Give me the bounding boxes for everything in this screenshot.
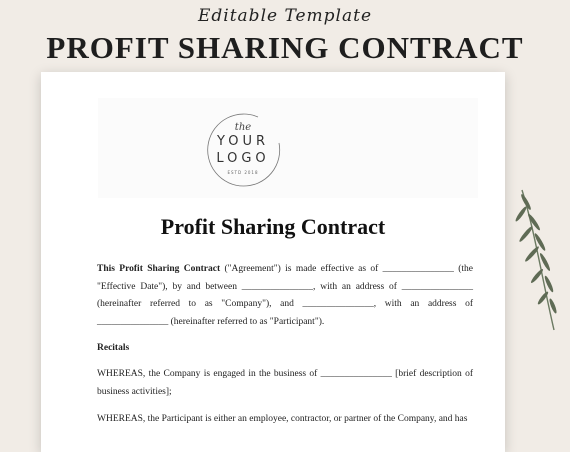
logo-your-text: YOUR: [216, 134, 269, 149]
whereas-paragraph-2: WHEREAS, the Participant is either an employee, contractor, or partner of the Company, and has: [97, 414, 468, 424]
logo-placeholder: [203, 109, 283, 189]
logo-logo-text: LOGO: [216, 151, 270, 166]
logo-est-text: ESTD 2018: [227, 170, 259, 175]
intro-paragraph: [97, 261, 473, 331]
logo-area: [98, 98, 478, 198]
rosemary-sprig-icon: [512, 188, 562, 333]
logo-the-text: the: [234, 122, 252, 133]
logo-ring-icon: [203, 109, 283, 189]
editable-template-label: Editable Template: [197, 6, 373, 26]
document-title: Profit Sharing Contract: [160, 214, 386, 239]
whereas-paragraph-1: WHEREAS, the Company is engaged in the business of _______________ [brief description of business activities];: [97, 369, 473, 397]
banner-title: PROFIT SHARING CONTRACT: [46, 30, 524, 65]
intro-rest: ("Agreement") is made effective as of _______________ (the "Effective Date"), by and between _______________, with an address of _______________ (hereinafter referred to as "Company"), and _______________, with an address of _______________ (hereinafter referred to as "Participant").: [97, 264, 474, 327]
intro-bold: This Profit Sharing Contract: [97, 264, 221, 274]
recitals-heading: Recitals: [97, 343, 130, 353]
